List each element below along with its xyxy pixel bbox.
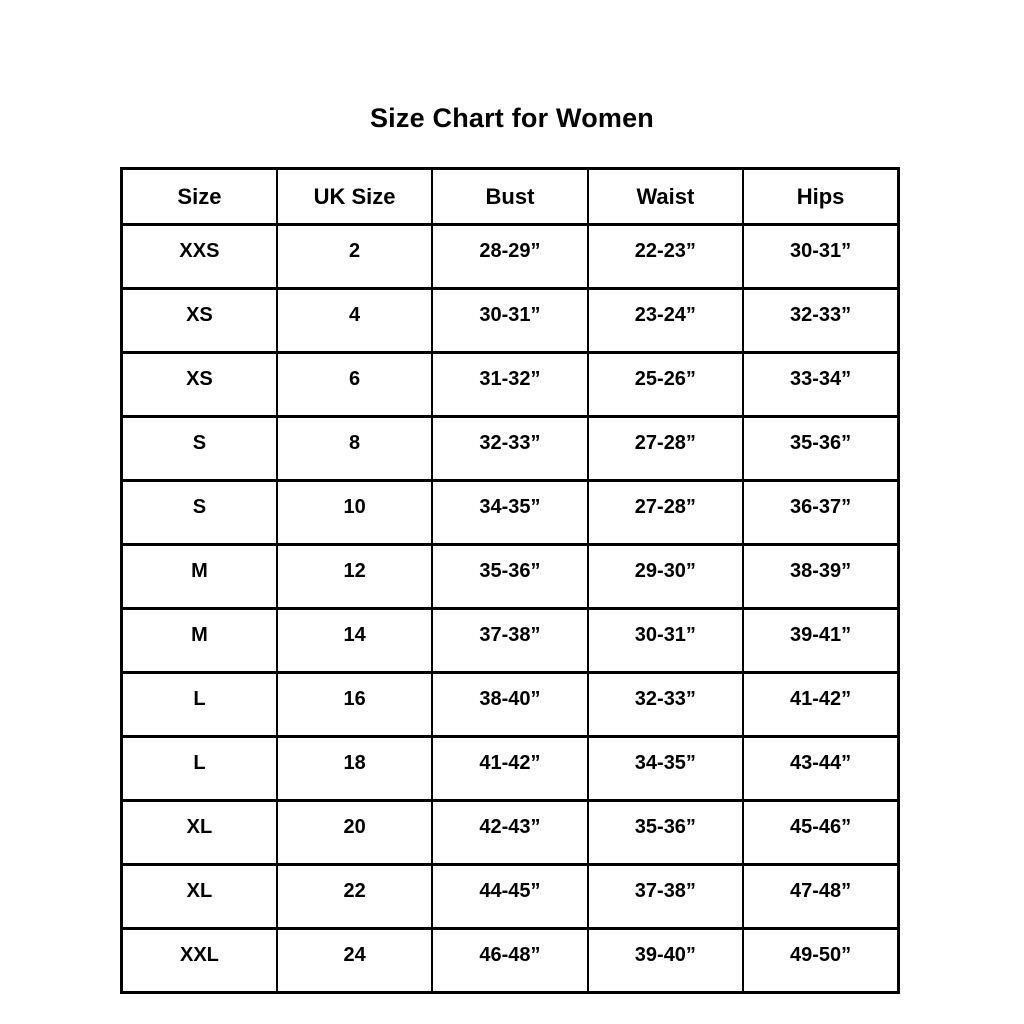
table-cell: XXS [122, 225, 277, 289]
table-cell: 41-42” [432, 737, 587, 801]
table-cell: 8 [277, 417, 432, 481]
table-cell: 39-40” [588, 929, 743, 993]
column-header-waist: Waist [588, 169, 743, 225]
table-row [122, 481, 899, 545]
table-row [122, 289, 899, 353]
table-cell: 46-48” [432, 929, 587, 993]
table-cell: 6 [277, 353, 432, 417]
table-cell: M [122, 545, 277, 609]
table-cell: 22-23” [588, 225, 743, 289]
table-cell: 27-28” [588, 417, 743, 481]
column-header-size: Size [122, 169, 277, 225]
size-chart-table [120, 167, 900, 994]
table-cell: 24 [277, 929, 432, 993]
table-cell: 39-41” [743, 609, 898, 673]
table-cell: L [122, 737, 277, 801]
table-cell: 34-35” [432, 481, 587, 545]
table-cell: 4 [277, 289, 432, 353]
table-cell: 25-26” [588, 353, 743, 417]
table-cell: 12 [277, 545, 432, 609]
table-cell: S [122, 417, 277, 481]
table-cell: 30-31” [588, 609, 743, 673]
table-cell: 45-46” [743, 801, 898, 865]
table-row [122, 545, 899, 609]
table-cell: 32-33” [743, 289, 898, 353]
table-cell: 10 [277, 481, 432, 545]
table-cell: 35-36” [432, 545, 587, 609]
column-header-bust: Bust [432, 169, 587, 225]
table-row [122, 801, 899, 865]
table-cell: 30-31” [743, 225, 898, 289]
table-cell: 29-30” [588, 545, 743, 609]
table-cell: 27-28” [588, 481, 743, 545]
column-header-hips: Hips [743, 169, 898, 225]
table-row [122, 737, 899, 801]
table-cell: 38-39” [743, 545, 898, 609]
header-row [122, 169, 899, 225]
table-cell: S [122, 481, 277, 545]
table-row [122, 609, 899, 673]
table-row [122, 865, 899, 929]
table-cell: 20 [277, 801, 432, 865]
table-cell: 37-38” [588, 865, 743, 929]
table-cell: 35-36” [588, 801, 743, 865]
table-row [122, 225, 899, 289]
table-cell: XL [122, 801, 277, 865]
table-cell: 23-24” [588, 289, 743, 353]
table-cell: 22 [277, 865, 432, 929]
table-cell: 31-32” [432, 353, 587, 417]
column-header-uk-size: UK Size [277, 169, 432, 225]
size-chart-table-container [120, 167, 900, 994]
table-header [122, 169, 899, 225]
table-cell: M [122, 609, 277, 673]
table-cell: 49-50” [743, 929, 898, 993]
table-body [122, 225, 899, 993]
table-cell: 35-36” [743, 417, 898, 481]
table-row [122, 417, 899, 481]
table-cell: 34-35” [588, 737, 743, 801]
table-cell: 37-38” [432, 609, 587, 673]
table-row [122, 353, 899, 417]
table-cell: 44-45” [432, 865, 587, 929]
table-cell: 32-33” [432, 417, 587, 481]
table-cell: 16 [277, 673, 432, 737]
table-cell: 32-33” [588, 673, 743, 737]
table-cell: 47-48” [743, 865, 898, 929]
table-cell: 38-40” [432, 673, 587, 737]
table-cell: L [122, 673, 277, 737]
page-title: Size Chart for Women [369, 103, 655, 133]
table-cell: XXL [122, 929, 277, 993]
table-cell: 14 [277, 609, 432, 673]
table-row [122, 929, 899, 993]
table-cell: 43-44” [743, 737, 898, 801]
table-cell: 41-42” [743, 673, 898, 737]
table-cell: 18 [277, 737, 432, 801]
table-cell: 2 [277, 225, 432, 289]
table-cell: XS [122, 353, 277, 417]
table-row [122, 673, 899, 737]
table-cell: 28-29” [432, 225, 587, 289]
table-cell: 33-34” [743, 353, 898, 417]
table-cell: XL [122, 865, 277, 929]
table-cell: XS [122, 289, 277, 353]
table-cell: 42-43” [432, 801, 587, 865]
table-cell: 36-37” [743, 481, 898, 545]
table-cell: 30-31” [432, 289, 587, 353]
